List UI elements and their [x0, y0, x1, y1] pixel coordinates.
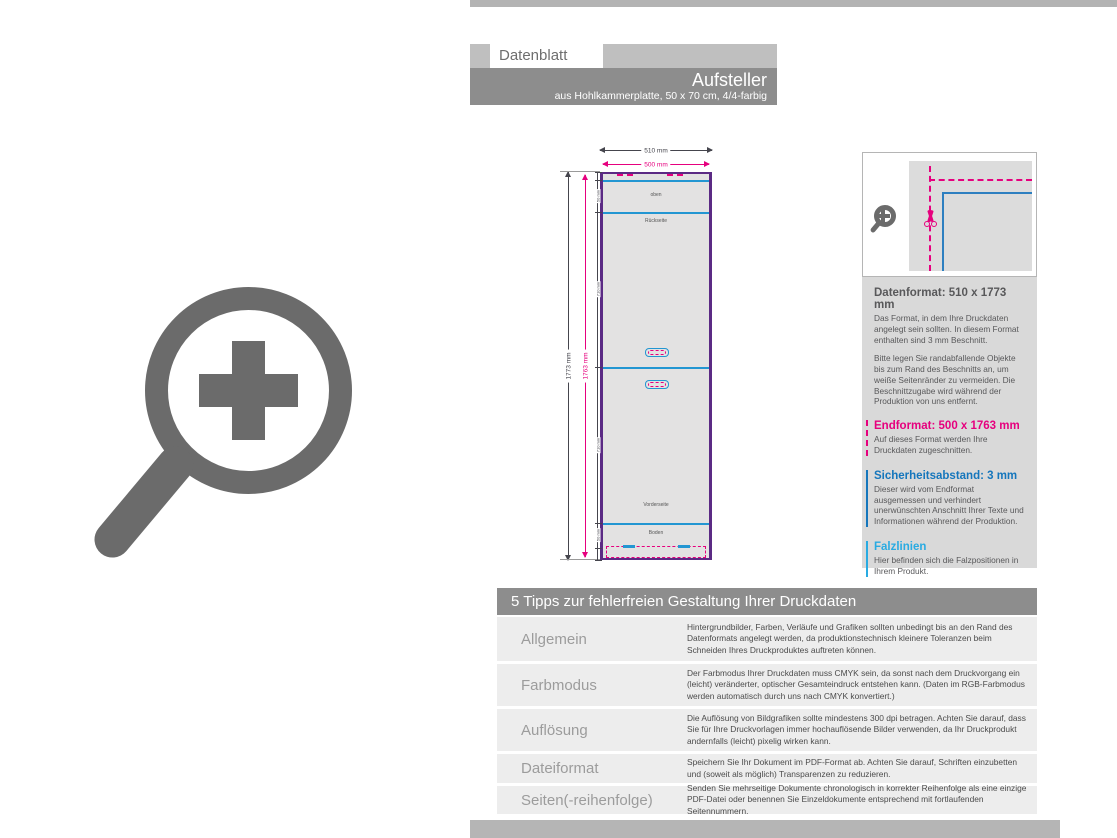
- endformat-body: Auf dieses Format werden Ihre Druckdaten zugeschnitten.: [874, 434, 988, 456]
- dimension-width-outer: [600, 147, 712, 154]
- product-title-bar: [470, 68, 777, 105]
- product-title: Aufsteller: [691, 70, 767, 90]
- dim-label: 510 mm: [641, 147, 670, 154]
- tip-label: Allgemein: [521, 630, 587, 648]
- sicherheitsabstand-block: [866, 470, 1027, 527]
- tip-text: Speichern Sie Ihr Dokument im PDF-Format ab. Achten Sie darauf, Schriften einzubetten und (soweit als möglich) Transparenzen zu reduzieren.: [687, 757, 1018, 779]
- segment-label: 710 mm: [595, 437, 601, 453]
- fold-line: [603, 212, 709, 214]
- datenformat-body: Das Format, in dem Ihre Druckdaten angelegt sein sollten. In diesem Format enthalten sind 3 mm Beschnitt.: [874, 313, 1019, 345]
- dim-label: 500 mm: [641, 161, 670, 168]
- format-descriptions: [862, 277, 1037, 576]
- tip-text: Der Farbmodus Ihrer Druckdaten muss CMYK sein, da sonst nach dem Druckvorgang ein (leicht) veränderter, optischer Gesamteindruck entstehen kann. (Daten im RGB-Farbmodus werden automatisch durch uns nach CMYK konvertiert.): [687, 667, 1025, 701]
- sicherheitsabstand-title: Sicherheitsabstand: 3 mm: [874, 469, 1018, 482]
- tip-row-dateiformat: [497, 754, 1037, 783]
- fold-line: [603, 523, 709, 525]
- page-top-strip: [470, 0, 1117, 7]
- segment-label: 50 mm: [595, 528, 601, 542]
- fold-line: [603, 367, 709, 369]
- panel-label: Rückseite: [645, 218, 667, 224]
- datenformat-title: Datenformat: 510 x 1773 mm: [874, 287, 1007, 311]
- tip-text: Die Auflösung von Bildgrafiken sollte mindestens 300 dpi betragen. Achten Sie darauf, dass Sie für Ihre Druckvorlagen immer hochauflösende Bilder verwenden, da Ihr Druckprodukt andernfalls (leicht) pixelig wirken kann.: [687, 712, 1026, 746]
- datenformat-body2: Bitte legen Sie randabfallende Objekte bis zum Rand des Beschnitts an, um weiße Seitenränder zu vermeiden. Die Beschnittzugabe wird während der Produktion von uns entfernt.: [874, 353, 1016, 407]
- tab-datenblatt[interactable]: Datenblatt: [490, 44, 603, 68]
- tip-text: Senden Sie mehrseitige Dokumente chronologisch in korrekter Reihenfolge als eine einzige PDF-Datei oder benennen Sie Einzeldokumente entsprechend mit fortlaufenden Seitennummern.: [687, 782, 1027, 816]
- endformat-cut-line: [929, 179, 1032, 181]
- falzlinien-block: [866, 541, 1027, 577]
- dimension-width-inner: [603, 161, 709, 168]
- dim-label: 1773 mm: [565, 349, 572, 382]
- plus-vertical: [232, 341, 265, 440]
- tip-label: Farbmodus: [521, 676, 597, 694]
- magnifier-handle: [87, 439, 201, 565]
- tip-row-seitenreihenfolge: [497, 782, 1037, 816]
- segment-label: 50 mm: [595, 189, 601, 203]
- panel-label: Boden: [648, 530, 664, 536]
- tip-row-farbmodus: [497, 664, 1037, 706]
- endformat-block: [866, 420, 1027, 456]
- zoom-plus-icon: [145, 287, 355, 553]
- cut-mark: [617, 174, 633, 176]
- zoom-plus-icon-small: [872, 205, 902, 239]
- sicherheitsabstand-body: Dieser wird vom Endformat ausgemessen und verhindert unerwünschten Anschnitt Ihrer Texte und Informationen während der Produktion.: [874, 483, 1024, 527]
- safety-margin-line: [942, 192, 1032, 194]
- endformat-title: Endformat: 500 x 1763 mm: [874, 420, 1020, 433]
- handle-slot: [645, 348, 669, 357]
- panel-label: Vorderseite: [643, 502, 669, 508]
- tip-row-aufloesung: [497, 709, 1037, 751]
- segment-dimension-line: [595, 172, 601, 560]
- dim-label: 1763 mm: [582, 349, 589, 382]
- tip-text: Hintergrundbilder, Farben, Verläufe und Grafiken sollten unbedingt bis an den Rand des Datenformats angelegt werden, da produktionstechnisch kleinere Toleranzen beim Schneiden Ihres Druckproduktes auftreten können.: [687, 621, 1013, 655]
- tip-row-allgemein: [497, 617, 1037, 661]
- falzlinien-body: Hier befinden sich die Falzpositionen in Ihrem Produkt.: [874, 554, 1019, 576]
- scissors-icon: [922, 210, 938, 228]
- dimension-height-outer: [565, 172, 572, 560]
- tab-mark: [678, 545, 690, 548]
- tip-label: Auflösung: [521, 721, 588, 739]
- fold-line: [603, 180, 709, 182]
- format-info-panel: [862, 152, 1037, 576]
- dimension-height-inner: [582, 175, 589, 557]
- panel-label: oben: [650, 192, 662, 198]
- corner-detail-graphic: [862, 152, 1037, 277]
- tip-label: Seiten(-reihenfolge): [521, 791, 653, 809]
- tip-label: Dateiformat: [521, 760, 599, 777]
- tips-header: 5 Tipps zur fehlerfreien Gestaltung Ihrer Druckdaten: [497, 588, 1037, 615]
- falzlinien-title: Falzlinien: [874, 540, 927, 553]
- product-subtitle: aus Hohlkammerplatte, 50 x 70 cm, 4/4-farbig: [554, 90, 767, 102]
- bottom-cut-band: [606, 546, 706, 558]
- safety-margin-line: [942, 192, 944, 271]
- datenformat-block: [866, 287, 1027, 407]
- page-footer-bar: [470, 820, 1060, 838]
- segment-label: 710 mm: [595, 281, 601, 297]
- datasheet-page: [470, 0, 1117, 838]
- handle-slot: [645, 380, 669, 389]
- cut-mark: [667, 174, 683, 176]
- tab-mark: [623, 545, 635, 548]
